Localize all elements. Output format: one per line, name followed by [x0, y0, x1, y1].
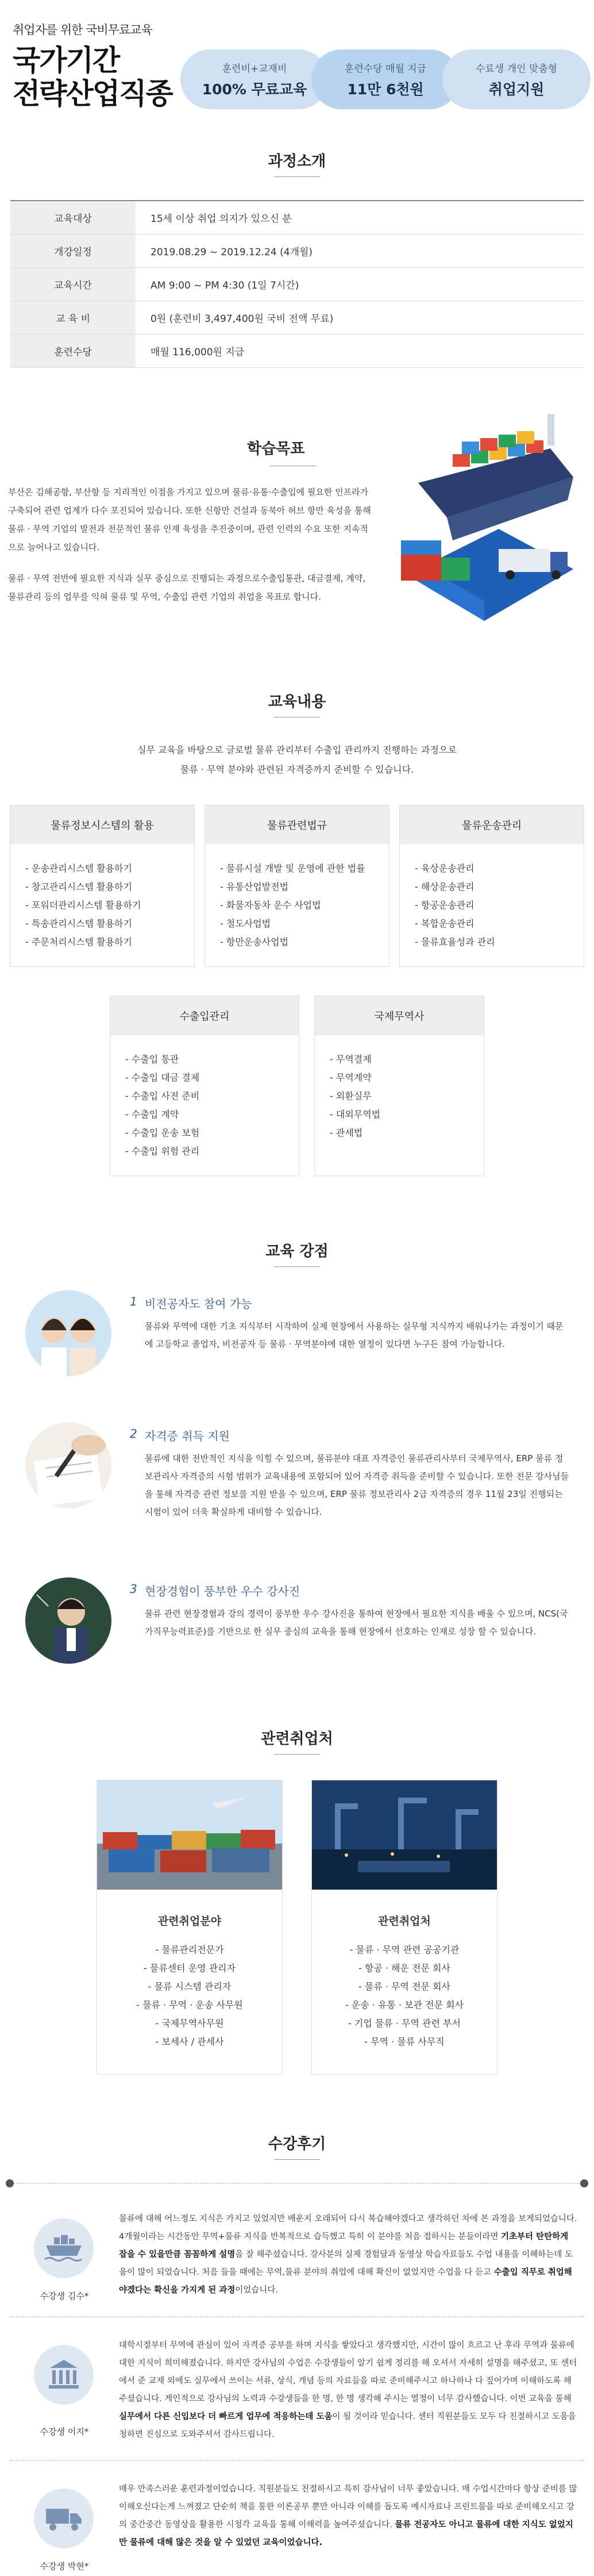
title-divider: [274, 1754, 320, 1755]
reviewer-name: 수강생 이지*: [40, 2427, 89, 2437]
card-heading: 수출입관리: [110, 996, 299, 1035]
jobs-section: [0, 1727, 594, 2075]
cargo-ship-illustration: [384, 408, 585, 627]
strength-number: 3: [130, 1582, 137, 1596]
strength-body: 물류와 무역에 대한 기초 지식부터 시작하여 실제 현장에서 사용하는 실무형 지식까지 배워나가는 과정이기 때문에 고등학교 졸업자, 비전공자 등 물류 · 무역분야에 대한 열정이 있다면 누구든 참여 가능합니다.: [145, 1321, 564, 1349]
hero-badges: [180, 49, 573, 109]
list-item: - 항공운송관리: [415, 896, 569, 915]
overview-table: [10, 200, 584, 368]
review-body: 대학시절부터 무역에 관심이 있어 자격증 공부를 하며 지식을 쌓았다고 생각했지만, 시간이 많이 흐르고 난 후라 무역과 물류에 대한 지식이 희미해졌습니다. 하지만 강사님의 수업은 수강생들이 알기 쉽게 정리를 해 오셔서 자세히 설명을 해주셨고, 또 센터에서 준 교재 외에도 실무에서 쓰이는 서류, 상식, 개념 등의 자료들을 따로 준비해주시고 하나하나 다 짚어가며 이해하도록 해 주셨습니다. 게인적으로 강사님의 노력과 수강생들을 한 명, 한 명 생각해 주시는 열정이 너무 감사했습니다. 이번 교육을 통해 실무에서 다른 신입보다 더 빠르게 업무에 적응하는데 도움이 될 것이라 믿습니다. 센터 직원분들도 모두 다 친절하시고 도움을 청하면 진심으로 도와주셔서 감사드립니다.: [119, 2341, 577, 2439]
list-item: - 대외무역법: [330, 1105, 469, 1124]
job-card-heading: 관련취업분야: [157, 1915, 222, 1928]
table-row: [10, 335, 584, 368]
section-title: 관련취업처: [261, 1730, 333, 1748]
list-item: - 무역결제: [330, 1050, 469, 1069]
card-heading: 국제무역사: [315, 996, 484, 1035]
curriculum-card: [314, 996, 484, 1176]
title-divider: [274, 2159, 320, 2160]
truck-icon: [34, 2489, 94, 2548]
list-item: - 특송관리시스템 활용하기: [25, 915, 179, 933]
strength-heading: 현장경험이 풍부한 우수 강사진: [145, 1584, 300, 1598]
list-item: - 해상운송관리: [415, 878, 569, 896]
list-item: - 수출입 위험 관리: [125, 1142, 284, 1161]
hero-section: [0, 0, 594, 138]
review-item: [10, 2317, 584, 2461]
list-item: - 수출입 통관: [125, 1050, 284, 1069]
list-item: - 항만운송사업법: [220, 933, 374, 951]
list-item: - 항공 · 해운 전문 회사: [312, 1959, 497, 1978]
review-body: 매우 만족스러운 훈련과정이었습니다. 직원분들도 친절하시고 특히 강사님이 너무 좋았습니다. 매 수업시간마다 항상 준비를 많이해오신다는게 느껴졌고 단순히 책을 통한 이론공부 뿐만 아니라 이해를 돕도록 예시자료나 프린트물을 따로 준비해오시고 강의 중간중간 동영상을 활용한 시청각 교육을 통해 이해력을 높여주셨습니다. 물류 전공자도 아니고 물류에 대한 지식도 없었지만 물류에 대해 많은 것을 알 수 있었던 교육이었습니다.: [119, 2485, 577, 2547]
list-item: - 복합운송관리: [415, 915, 569, 933]
strength-heading: 비전공자도 참여 가능: [145, 1297, 252, 1311]
curriculum-card: [10, 805, 195, 967]
students-photo: [25, 1290, 111, 1376]
review-body: 물류에 대해 어느정도 지식은 가지고 있었지만 배운지 오래되어 다시 복습해야겠다고 생각하던 차에 본 과정을 보게되었습니다. 4개월이라는 시간동안 무역+물류 지식을 반복적으로 습득했고 특히 이 분야를 처음 접하시는 분들이라면 기초부터 탄탄하게 잡을 수 있을만큼 꼼꼼하게 설명을 잘 해주셨습니다. 강사분의 실제 경험담과 동영상 학습자료들도 수업 내용을 이해하는데 도움이 많이 되었습니다. 처음 들을 때에는 무역,물류 분야의 취업에 대해 확신이 없었지만 수업을 다 듣고 수출입 직무로 취업해야겠다는 확신을 가지게 된 과정이었습니다.: [119, 2214, 577, 2295]
curriculum-cards-row1: [10, 805, 584, 967]
list-item: - 수출입 대금 결제: [125, 1069, 284, 1087]
hero-title-line1: 국가기간: [13, 44, 119, 77]
job-list: [97, 1928, 282, 2074]
list-item: - 포워더관리시스템 활용하기: [25, 896, 179, 915]
row-value: 2019.08.29 ~ 2019.12.24 (4개월): [151, 247, 313, 258]
job-list: [312, 1928, 497, 2074]
row-key: 교육시간: [10, 268, 136, 301]
row-key: 교 육 비: [10, 301, 136, 334]
border-dot: [580, 2179, 588, 2187]
list-item: - 무역 · 물류 사무직: [312, 2033, 497, 2051]
job-card-heading: 관련취업처: [378, 1915, 431, 1928]
badge-top: 수료생 개인 맞춤형: [475, 63, 558, 75]
row-value: 0원 (훈련비 3,497,400원 국비 전액 무료): [151, 313, 334, 325]
job-card: [311, 1780, 497, 2075]
goals-paragraph-1: 부산은 김해공항, 부산항 등 지리적인 이점을 가지고 있으며 물류·유통·수출입에 필요한 인프라가 구축되어 관련 업계가 다수 포진되어 있습니다. 또한 신항만 건설과 동북아 허브 항만 육성을 통해 물류 · 무역 기업의 발전과 전문적인 물류 인재 육성을 추진중이며, 관련 인력의 수요 또한 지속적으로 늘어나고 있습니다.: [8, 487, 371, 552]
badge-job-support: [442, 49, 591, 109]
list-item: - 운송 · 유통 · 보관 전문 회사: [312, 1996, 497, 2014]
list-item: - 무역계약: [330, 1069, 469, 1087]
strengths-section: [0, 1239, 594, 1710]
row-key: 개강일정: [10, 235, 136, 267]
list-item: - 수출입 계약: [125, 1105, 284, 1124]
curriculum-card: [399, 805, 584, 967]
badge-main: 취업지원: [488, 80, 545, 98]
list-item: - 물류센터 운영 관리자: [97, 1959, 282, 1978]
goals-section: [0, 402, 594, 667]
port-containers-image: [97, 1780, 282, 1890]
list-item: - 화물자동차 운수 사업법: [220, 896, 374, 915]
reviews-top-border: [10, 2183, 584, 2191]
section-title: 교육 강점: [265, 1243, 329, 1260]
row-key: 교육대상: [10, 201, 136, 234]
building-icon: [34, 2345, 94, 2405]
list-item: - 수출입 사전 준비: [125, 1087, 284, 1105]
card-list: [110, 1035, 299, 1176]
curriculum-card: [110, 996, 299, 1176]
goals-paragraph-2: 물류 · 무역 전반에 필요한 지식과 실무 중심으로 진행되는 과정으로수출입통관, 대금결제, 계약, 물류관리 등의 업무를 익혀 물류 및 무역, 수출입 관련 기업의 취업을 목표로 합니다.: [8, 573, 366, 602]
strength-body: 물류 관련 현장경험과 강의 경력이 풍부한 우수 강사진을 통하여 현장에서 필요한 지식을 배울 수 있으며, NCS(국가직무능력표준)를 기반으로 한 실무 중심의 교육을 통해 현장에서 선호하는 인재로 성장 할 수 있습니다.: [145, 1608, 568, 1637]
reviewer-name: 수강생 박현*: [40, 2561, 89, 2571]
ship-icon: [34, 2218, 94, 2278]
row-key: 훈련수당: [10, 335, 136, 367]
list-item: - 주문처리시스템 활용하기: [25, 933, 179, 951]
list-item: - 외환실무: [330, 1087, 469, 1105]
review-item: [10, 2461, 584, 2576]
hero-title-line2: 전략산업직종: [13, 77, 172, 110]
list-item: - 물류 · 무역 전문 회사: [312, 1978, 497, 1996]
list-item: - 국제무역사무원: [97, 2014, 282, 2033]
curriculum-card: [205, 805, 389, 967]
card-list: [400, 844, 584, 966]
teacher-photo: [25, 1577, 111, 1664]
curriculum-cards-row2: [10, 996, 584, 1176]
overview-section: [0, 138, 594, 368]
section-title: 학습목표: [247, 440, 305, 458]
title-divider: [274, 176, 320, 177]
list-item: - 물류 · 무역 관련 공공기관: [312, 1941, 497, 1959]
badge-top: 훈련수당 매월 지급: [344, 63, 427, 75]
table-row: [10, 301, 584, 335]
table-row: [10, 268, 584, 301]
hero-eyebrow: 취업자를 위한 국비무료교육: [13, 23, 152, 37]
list-item: - 창고관리시스템 활용하기: [25, 878, 179, 896]
review-item: [10, 2191, 584, 2317]
section-title: 교육내용: [268, 693, 326, 711]
card-list: [205, 844, 389, 966]
list-item: - 수출입 운송 보험: [125, 1124, 284, 1142]
card-heading: 물류운송관리: [400, 805, 584, 844]
job-card: [97, 1780, 283, 2075]
list-item: - 운송관리시스템 활용하기: [25, 859, 179, 878]
table-row: [10, 201, 584, 235]
list-item: - 물류관리전문가: [97, 1941, 282, 1959]
card-list: [315, 1035, 484, 1157]
intro-line: 실무 교육을 바탕으로 글로벌 물류 관리부터 수출입 관리까지 진행하는 과정으로: [137, 744, 457, 755]
card-list: [10, 844, 194, 966]
badge-allowance: [311, 49, 460, 109]
night-port-image: [312, 1780, 497, 1890]
intro-line: 물류 · 무역 분야와 관련된 자격증까지 준비할 수 있습니다.: [180, 764, 414, 775]
section-title: 수강후기: [268, 2136, 326, 2153]
reviewer-name: 수강생 김수*: [40, 2291, 89, 2301]
writing-photo: [25, 1422, 111, 1508]
list-item: - 물류 시스템 관리자: [97, 1978, 282, 1996]
list-item: - 물류효율성과 관리: [415, 933, 569, 951]
strength-heading: 자격증 취득 지원: [145, 1429, 230, 1443]
strength-item: [0, 1290, 594, 1422]
reviews-section: [0, 2132, 594, 2576]
card-heading: 물류정보시스템의 활용: [10, 805, 194, 844]
job-cards: [0, 1780, 594, 2075]
row-value: 매월 116,000원 지급: [151, 347, 245, 358]
strength-number: 2: [130, 1427, 137, 1441]
curriculum-section: [0, 690, 594, 1176]
list-item: - 보세사 / 관세사: [97, 2033, 282, 2051]
section-title: 과정소개: [268, 153, 326, 170]
strength-item: [0, 1422, 594, 1577]
list-item: - 철도사업법: [220, 915, 374, 933]
row-value: 15세 이상 취업 의지가 있으신 분: [151, 213, 292, 225]
list-item: - 물류시설 개발 및 운영에 관한 법률: [220, 859, 374, 878]
strength-item: [0, 1577, 594, 1710]
strength-number: 1: [130, 1295, 137, 1308]
strength-body: 물류에 대한 전반적인 지식을 익힐 수 있으며, 물류분야 대표 자격증인 물류관리사부터 국제무역사, ERP 물류 정보관리사 자격증의 시험 범위가 교육내용에 포함되어 있어 자격증 취득을 준비할 수 있습니다. 또한 전문 강사님들을 통해 자격증 관련 정보를 지원 받을 수 있으며, ERP 물류 정보관리사 2급 자격증의 경우 11월 23일 진행되는 시험이 있어 더욱 확실하게 대비할 수 있습니다.: [145, 1453, 569, 1517]
list-item: - 관세법: [330, 1124, 469, 1142]
row-value: AM 9:00 ~ PM 4:30 (1일 7시간): [151, 280, 299, 291]
badge-top: 훈련비+교재비: [222, 63, 287, 75]
list-item: - 물류 · 무역 · 운송 사무원: [97, 1996, 282, 2014]
list-item: - 기업 물류 · 무역 관련 부서: [312, 2014, 497, 2033]
badge-main: 11만 6천원: [347, 80, 424, 98]
curriculum-intro: [0, 740, 594, 780]
badge-main: 100% 무료교육: [202, 80, 307, 98]
badge-free-tuition: [180, 49, 329, 109]
list-item: - 육상운송관리: [415, 859, 569, 878]
card-heading: 물류관련법규: [205, 805, 389, 844]
border-dot: [6, 2179, 14, 2187]
table-row: [10, 235, 584, 268]
list-item: - 유통산업발전법: [220, 878, 374, 896]
